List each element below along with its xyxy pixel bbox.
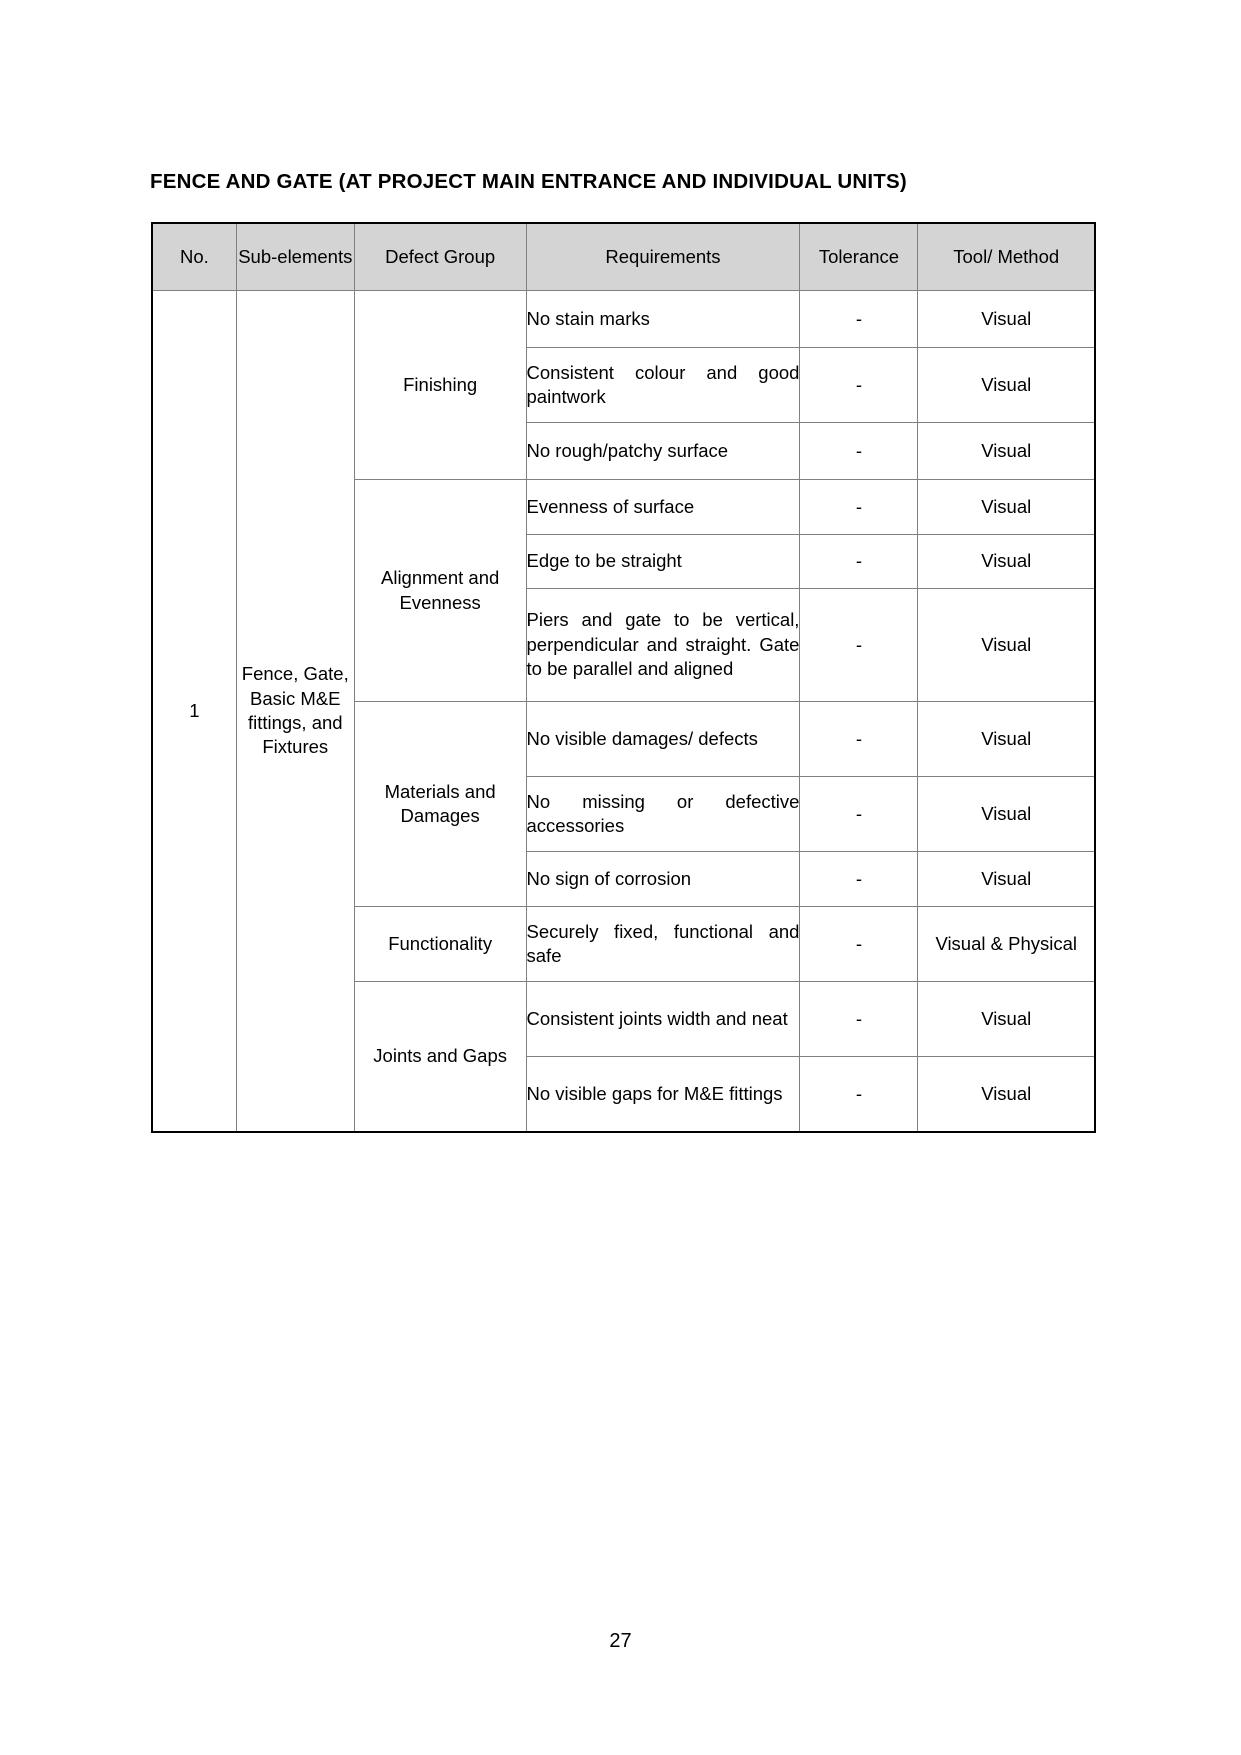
- cell-tolerance: -: [800, 589, 918, 702]
- cell-requirement: No sign of corrosion: [526, 852, 800, 907]
- cell-tool-method: Visual: [918, 291, 1095, 348]
- cell-tool-method: Visual: [918, 982, 1095, 1057]
- cell-defect-group-finishing: Finishing: [354, 291, 526, 480]
- cell-requirement: No rough/patchy surface: [526, 423, 800, 480]
- column-header-sub-elements: Sub-elements: [236, 223, 354, 291]
- cell-tool-method: Visual: [918, 1057, 1095, 1133]
- page-title: FENCE AND GATE (AT PROJECT MAIN ENTRANCE AND INDIVIDUAL UNITS): [150, 170, 907, 193]
- cell-requirement: Piers and gate to be vertical, perpendicular and straight. Gate to be parallel and aligned: [526, 589, 800, 702]
- column-header-tolerance: Tolerance: [800, 223, 918, 291]
- inspection-spec-table: [151, 222, 1096, 1133]
- cell-tool-method: Visual: [918, 348, 1095, 423]
- table-row: [152, 291, 1095, 348]
- cell-tool-method: Visual: [918, 589, 1095, 702]
- cell-defect-group-joints: Joints and Gaps: [354, 982, 526, 1133]
- cell-requirement: Consistent colour and good paintwork: [526, 348, 800, 423]
- cell-requirement: No visible damages/ defects: [526, 702, 800, 777]
- cell-tool-method: Visual: [918, 480, 1095, 535]
- cell-requirement: Securely fixed, functional and safe: [526, 907, 800, 982]
- cell-requirement: Consistent joints width and neat: [526, 982, 800, 1057]
- column-header-tool-method: Tool/ Method: [918, 223, 1095, 291]
- cell-tolerance: -: [800, 480, 918, 535]
- table-header-row: [152, 223, 1095, 291]
- cell-tool-method: Visual: [918, 423, 1095, 480]
- cell-tolerance: -: [800, 777, 918, 852]
- cell-tool-method: Visual: [918, 535, 1095, 589]
- cell-tool-method: Visual & Physical: [918, 907, 1095, 982]
- cell-tolerance: -: [800, 423, 918, 480]
- cell-tool-method: Visual: [918, 777, 1095, 852]
- cell-tolerance: -: [800, 535, 918, 589]
- cell-defect-group-materials: Materials and Damages: [354, 702, 526, 907]
- column-header-requirements: Requirements: [526, 223, 800, 291]
- inspection-spec-table-wrapper: [151, 222, 1096, 1133]
- table-header: [152, 223, 1095, 291]
- cell-requirement: No stain marks: [526, 291, 800, 348]
- cell-sub-elements: Fence, Gate, Basic M&E fittings, and Fixtures: [236, 291, 354, 1133]
- cell-requirement: No missing or defective accessories: [526, 777, 800, 852]
- column-header-defect-group: Defect Group: [354, 223, 526, 291]
- cell-tolerance: -: [800, 291, 918, 348]
- cell-tolerance: -: [800, 852, 918, 907]
- cell-tool-method: Visual: [918, 852, 1095, 907]
- cell-item-number: 1: [152, 291, 236, 1133]
- column-header-no: No.: [152, 223, 236, 291]
- cell-tolerance: -: [800, 907, 918, 982]
- cell-defect-group-functionality: Functionality: [354, 907, 526, 982]
- cell-tolerance: -: [800, 982, 918, 1057]
- cell-requirement: Edge to be straight: [526, 535, 800, 589]
- cell-requirement: No visible gaps for M&E fittings: [526, 1057, 800, 1133]
- table-body: [152, 291, 1095, 1133]
- cell-tolerance: -: [800, 702, 918, 777]
- cell-tolerance: -: [800, 1057, 918, 1133]
- cell-defect-group-alignment: Alignment and Evenness: [354, 480, 526, 702]
- cell-requirement: Evenness of surface: [526, 480, 800, 535]
- page-number: 27: [609, 1630, 632, 1652]
- cell-tolerance: -: [800, 348, 918, 423]
- cell-tool-method: Visual: [918, 702, 1095, 777]
